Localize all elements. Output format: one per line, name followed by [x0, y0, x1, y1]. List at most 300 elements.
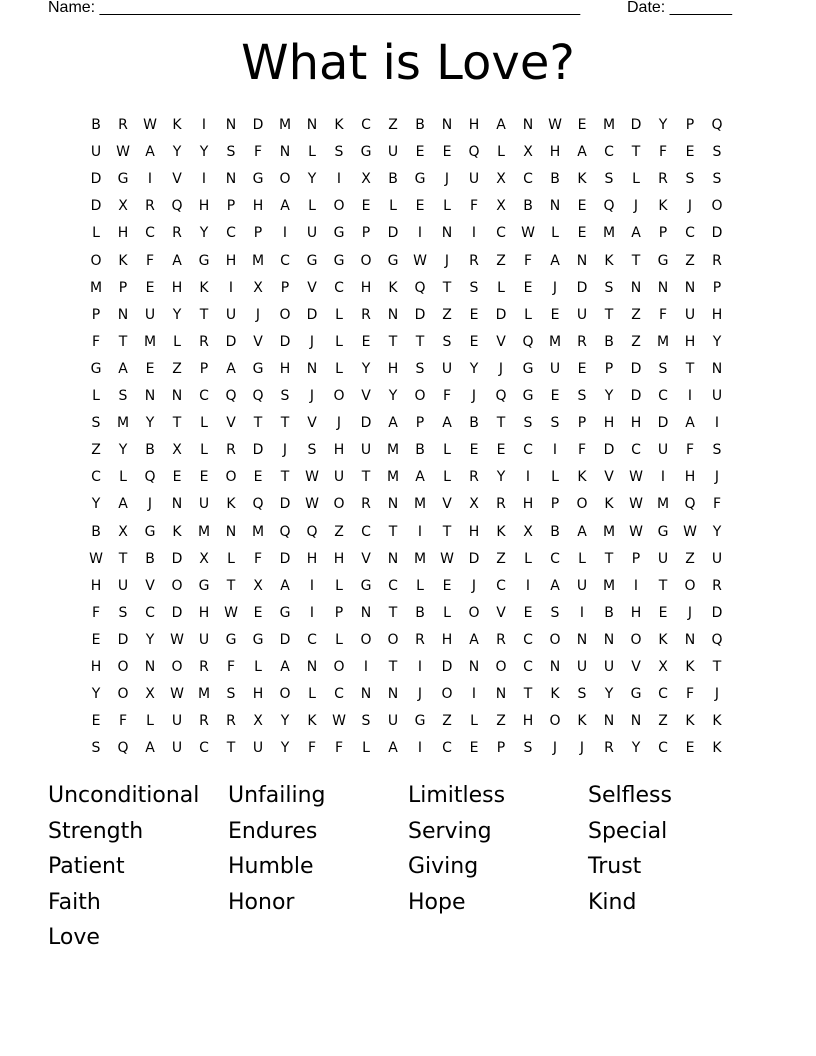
grid-letter: A — [442, 415, 452, 432]
grid-letter: L — [119, 469, 127, 486]
word-bank-item: Love — [48, 925, 100, 950]
grid-letter: Q — [252, 388, 264, 404]
grid-letter: V — [307, 415, 317, 432]
grid-letter: N — [306, 117, 318, 133]
grid-letter: O — [495, 659, 507, 675]
grid-letter: D — [711, 604, 723, 621]
grid-letter: D — [630, 388, 642, 404]
word-bank-item: Unconditional — [48, 783, 200, 808]
grid-letter: K — [577, 713, 587, 730]
grid-letter: C — [145, 604, 155, 621]
grid-letter: S — [712, 171, 722, 188]
grid-letter: P — [496, 740, 506, 757]
grid-letter: V — [226, 415, 236, 432]
grid-letter: K — [226, 496, 236, 513]
grid-letter: N — [711, 360, 723, 377]
grid-letter: Y — [307, 171, 317, 188]
grid-letter: O — [279, 686, 291, 703]
word-bank-item: Humble — [228, 854, 314, 879]
grid-letter: R — [118, 117, 128, 133]
grid-letter: F — [442, 388, 452, 404]
grid-letter: W — [170, 631, 184, 648]
grid-letter: R — [604, 740, 614, 757]
grid-letter: S — [91, 415, 101, 432]
grid-letter: C — [442, 740, 452, 757]
grid-letter: O — [387, 631, 399, 648]
grid-letter: E — [91, 713, 101, 730]
grid-letter: K — [685, 659, 695, 675]
grid-letter: Z — [658, 713, 668, 730]
grid-letter: K — [550, 686, 560, 703]
grid-letter: P — [91, 306, 101, 323]
grid-letter: J — [552, 740, 558, 757]
grid-letter: N — [549, 198, 561, 215]
grid-letter: H — [684, 469, 696, 486]
grid-letter: E — [172, 469, 182, 486]
grid-letter: N — [387, 686, 399, 703]
grid-letter: W — [89, 550, 103, 567]
grid-letter: M — [197, 686, 211, 703]
grid-letter: H — [252, 686, 264, 703]
grid-letter: L — [200, 415, 208, 432]
grid-letter: L — [335, 577, 343, 594]
grid-letter: H — [198, 198, 210, 215]
grid-letter: D — [90, 171, 102, 188]
grid-letter: H — [522, 713, 534, 730]
grid-letter: S — [604, 171, 614, 188]
grid-letter: Z — [334, 523, 344, 540]
grid-letter: I — [471, 686, 477, 703]
grid-letter: A — [118, 360, 128, 377]
grid-letter: M — [143, 333, 157, 350]
grid-letter: I — [417, 523, 423, 540]
grid-letter: F — [226, 659, 236, 675]
grid-letter: H — [468, 523, 480, 540]
grid-letter: X — [469, 496, 479, 513]
grid-letter: G — [252, 631, 264, 648]
grid-letter: C — [685, 225, 695, 242]
grid-letter: N — [603, 713, 615, 730]
grid-letter: M — [656, 333, 670, 350]
grid-letter: A — [145, 144, 155, 161]
grid-letter: N — [684, 279, 696, 296]
grid-letter: A — [172, 252, 182, 269]
grid-letter: L — [308, 198, 316, 215]
grid-letter: G — [90, 360, 102, 377]
word-bank-row — [48, 885, 788, 921]
grid-letter: N — [576, 631, 588, 648]
grid-letter: P — [253, 225, 263, 242]
grid-letter: N — [225, 523, 237, 540]
grid-letter: P — [118, 279, 128, 296]
grid-letter: K — [334, 117, 344, 133]
grid-letter: D — [279, 496, 291, 513]
grid-letter: I — [633, 577, 639, 594]
date-field-label[interactable]: Date: _______ — [627, 0, 732, 16]
grid-letter: E — [577, 117, 587, 133]
grid-letter: J — [417, 686, 423, 703]
grid-letter: X — [145, 686, 155, 703]
grid-letter: P — [658, 225, 668, 242]
grid-letter: X — [253, 279, 263, 296]
grid-letter: N — [468, 659, 480, 675]
grid-letter: S — [334, 144, 344, 161]
grid-letter: N — [630, 713, 642, 730]
grid-letter: J — [687, 604, 693, 621]
grid-letter: R — [199, 333, 209, 350]
grid-letter: Z — [631, 306, 641, 323]
grid-letter: W — [521, 225, 535, 242]
grid-letter: U — [90, 144, 102, 161]
grid-letter: B — [91, 117, 101, 133]
grid-letter: I — [714, 415, 720, 432]
grid-letter: O — [117, 659, 129, 675]
grid-letter: P — [334, 604, 344, 621]
grid-letter: E — [577, 360, 587, 377]
grid-letter: F — [523, 252, 533, 269]
grid-letter: U — [657, 442, 669, 459]
grid-letter: C — [361, 117, 371, 133]
grid-letter: X — [496, 198, 506, 215]
grid-letter: Y — [361, 360, 371, 377]
grid-letter: G — [333, 225, 345, 242]
grid-letter: Q — [711, 117, 723, 133]
grid-letter: R — [658, 171, 668, 188]
grid-letter: R — [199, 713, 209, 730]
grid-letter: S — [91, 740, 101, 757]
grid-letter: C — [145, 225, 155, 242]
grid-letter: J — [309, 333, 315, 350]
grid-letter: X — [253, 577, 263, 594]
grid-letter: A — [226, 360, 236, 377]
word-bank-row — [48, 778, 788, 814]
grid-letter: I — [525, 577, 531, 594]
grid-letter: M — [413, 550, 427, 567]
grid-letter: O — [468, 604, 480, 621]
grid-letter: U — [333, 469, 345, 486]
grid-letter: C — [523, 631, 533, 648]
grid-letter: E — [145, 279, 155, 296]
grid-letter: S — [280, 388, 290, 404]
grid-letter: Z — [685, 550, 695, 567]
grid-letter: A — [631, 225, 641, 242]
grid-letter: K — [685, 713, 695, 730]
grid-letter: D — [171, 604, 183, 621]
grid-letter: V — [496, 604, 506, 621]
grid-letter: T — [604, 306, 614, 323]
grid-letter: U — [225, 306, 237, 323]
grid-letter: E — [685, 144, 695, 161]
grid-letter: Y — [280, 713, 290, 730]
grid-letter: V — [172, 171, 182, 188]
grid-letter: D — [279, 631, 291, 648]
grid-letter: V — [604, 469, 614, 486]
grid-letter: T — [442, 523, 452, 540]
grid-letter: C — [280, 252, 290, 269]
grid-letter: Z — [442, 306, 452, 323]
grid-letter: Y — [172, 306, 182, 323]
word-bank-row — [48, 814, 788, 850]
grid-letter: I — [228, 279, 234, 296]
grid-letter: I — [201, 171, 207, 188]
grid-letter: Q — [252, 496, 264, 513]
grid-letter: J — [579, 740, 585, 757]
grid-letter: R — [361, 496, 371, 513]
grid-letter: N — [279, 144, 291, 161]
grid-letter: Y — [199, 144, 209, 161]
grid-letter: E — [577, 198, 587, 215]
grid-letter: H — [630, 415, 642, 432]
grid-letter: C — [334, 279, 344, 296]
grid-letter: T — [226, 740, 236, 757]
grid-letter: Y — [604, 686, 614, 703]
grid-letter: W — [116, 144, 130, 161]
grid-letter: J — [147, 496, 153, 513]
grid-letter: M — [602, 523, 616, 540]
grid-letter: H — [603, 415, 615, 432]
grid-letter: B — [550, 523, 560, 540]
grid-letter: Q — [495, 388, 507, 404]
grid-letter: O — [225, 469, 237, 486]
grid-letter: F — [253, 144, 263, 161]
grid-letter: N — [549, 659, 561, 675]
grid-letter: L — [443, 604, 451, 621]
grid-letter: L — [578, 550, 586, 567]
grid-letter: K — [496, 523, 506, 540]
grid-letter: P — [712, 279, 722, 296]
grid-letter: G — [198, 577, 210, 594]
grid-letter: N — [117, 306, 129, 323]
grid-letter: X — [172, 442, 182, 459]
grid-letter: E — [253, 604, 263, 621]
grid-letter: Q — [144, 469, 156, 486]
grid-letter: L — [308, 144, 316, 161]
grid-letter: U — [603, 659, 615, 675]
grid-letter: D — [279, 333, 291, 350]
grid-letter: X — [253, 713, 263, 730]
grid-letter: P — [415, 415, 425, 432]
grid-letter: Z — [496, 252, 506, 269]
grid-letter: Z — [685, 252, 695, 269]
grid-letter: U — [198, 496, 210, 513]
grid-letter: S — [604, 279, 614, 296]
grid-letter: C — [523, 442, 533, 459]
grid-letter: E — [442, 144, 452, 161]
grid-letter: S — [712, 442, 722, 459]
grid-letter: O — [279, 171, 291, 188]
grid-letter: G — [279, 604, 291, 621]
grid-letter: T — [523, 686, 533, 703]
grid-letter: I — [525, 469, 531, 486]
grid-letter: K — [172, 523, 182, 540]
grid-letter: N — [441, 225, 453, 242]
grid-letter: D — [171, 550, 183, 567]
grid-letter: O — [117, 686, 129, 703]
grid-letter: S — [118, 388, 128, 404]
grid-letter: U — [387, 713, 399, 730]
grid-letter: C — [334, 686, 344, 703]
grid-letter: R — [712, 577, 722, 594]
grid-letter: D — [414, 306, 426, 323]
grid-letter: Y — [658, 117, 668, 133]
grid-letter: J — [633, 198, 639, 215]
grid-letter: D — [252, 442, 264, 459]
grid-letter: B — [604, 604, 614, 621]
grid-letter: L — [443, 442, 451, 459]
word-bank-item: Kind — [588, 889, 637, 915]
grid-letter: F — [685, 442, 695, 459]
grid-letter: L — [524, 306, 532, 323]
grid-letter: C — [226, 225, 236, 242]
grid-letter: J — [282, 442, 288, 459]
grid-letter: N — [522, 117, 534, 133]
grid-letter: L — [416, 577, 424, 594]
grid-letter: O — [711, 198, 723, 215]
grid-letter: A — [577, 144, 587, 161]
grid-letter: F — [469, 198, 479, 215]
word-bank-item: Patient — [48, 854, 125, 879]
grid-letter: B — [415, 604, 425, 621]
grid-letter: H — [711, 306, 723, 323]
grid-letter: U — [711, 550, 723, 567]
grid-letter: P — [550, 496, 560, 513]
grid-letter: E — [145, 360, 155, 377]
grid-letter: J — [714, 469, 720, 486]
grid-letter: I — [579, 604, 585, 621]
grid-letter: O — [414, 388, 426, 404]
word-bank-item: Faith — [48, 889, 101, 915]
grid-letter: U — [360, 442, 372, 459]
word-bank-item: Strength — [48, 818, 144, 844]
grid-letter: B — [604, 333, 614, 350]
grid-letter: T — [658, 577, 668, 594]
grid-letter: O — [333, 496, 345, 513]
grid-letter: J — [552, 279, 558, 296]
name-field-label[interactable]: Name: ______________________________________________________ — [48, 0, 581, 16]
grid-letter: E — [469, 442, 479, 459]
grid-letter: W — [683, 523, 697, 540]
grid-letter: W — [629, 523, 643, 540]
grid-letter: T — [388, 523, 398, 540]
grid-letter: E — [415, 144, 425, 161]
grid-letter: I — [417, 659, 423, 675]
grid-letter: T — [388, 659, 398, 675]
grid-letter: D — [252, 117, 264, 133]
grid-letter: V — [307, 279, 317, 296]
word-bank-row — [48, 849, 788, 885]
grid-letter: K — [658, 198, 668, 215]
grid-letter: E — [361, 198, 371, 215]
grid-letter: P — [631, 550, 641, 567]
word-bank-item: Selfless — [588, 783, 672, 808]
grid-letter: K — [199, 279, 209, 296]
grid-letter: S — [226, 686, 236, 703]
grid-letter: H — [549, 144, 561, 161]
grid-letter: N — [171, 496, 183, 513]
grid-letter: G — [117, 171, 129, 188]
grid-letter: N — [360, 604, 372, 621]
grid-letter: C — [658, 686, 668, 703]
grid-letter: W — [548, 117, 562, 133]
grid-letter: O — [360, 252, 372, 269]
grid-letter: L — [551, 469, 559, 486]
word-bank-item: Giving — [408, 854, 479, 879]
grid-letter: A — [550, 252, 560, 269]
grid-letter: G — [657, 523, 669, 540]
grid-letter: D — [225, 333, 237, 350]
grid-letter: A — [280, 577, 290, 594]
grid-letter: H — [90, 577, 102, 594]
grid-letter: D — [90, 198, 102, 215]
grid-letter: G — [522, 388, 534, 404]
grid-letter: N — [225, 171, 237, 188]
grid-letter: L — [497, 279, 505, 296]
grid-letter: H — [441, 631, 453, 648]
grid-letter: C — [496, 577, 506, 594]
grid-letter: A — [496, 117, 506, 133]
grid-letter: A — [550, 577, 560, 594]
grid-letter: S — [712, 144, 722, 161]
grid-letter: X — [658, 659, 668, 675]
grid-letter: F — [658, 144, 668, 161]
grid-letter: T — [496, 415, 506, 432]
grid-letter: P — [577, 415, 587, 432]
grid-letter: Y — [604, 388, 614, 404]
grid-letter: I — [147, 171, 153, 188]
grid-letter: K — [172, 117, 182, 133]
word-bank-row — [48, 920, 788, 956]
grid-letter: T — [226, 577, 236, 594]
grid-letter: S — [361, 713, 371, 730]
grid-letter: E — [361, 333, 371, 350]
grid-letter: G — [360, 577, 372, 594]
grid-letter: Q — [279, 523, 291, 540]
grid-letter: A — [388, 740, 398, 757]
grid-letter: C — [631, 442, 641, 459]
grid-letter: S — [523, 415, 533, 432]
grid-letter: C — [604, 144, 614, 161]
grid-letter: I — [309, 577, 315, 594]
grid-letter: L — [497, 144, 505, 161]
grid-letter: T — [118, 333, 128, 350]
grid-letter: T — [388, 604, 398, 621]
grid-letter: Z — [442, 713, 452, 730]
grid-letter: T — [361, 469, 371, 486]
grid-letter: Z — [91, 442, 101, 459]
grid-letter: G — [225, 631, 237, 648]
grid-letter: S — [658, 360, 668, 377]
grid-letter: U — [576, 306, 588, 323]
grid-letter: T — [280, 415, 290, 432]
grid-letter: B — [145, 550, 155, 567]
grid-letter: R — [469, 469, 479, 486]
grid-letter: I — [417, 225, 423, 242]
grid-letter: Q — [522, 333, 534, 350]
grid-letter: J — [687, 198, 693, 215]
grid-letter: U — [441, 360, 453, 377]
grid-letter: B — [91, 523, 101, 540]
grid-letter: F — [118, 713, 128, 730]
grid-letter: S — [550, 415, 560, 432]
grid-letter: E — [523, 604, 533, 621]
grid-letter: C — [91, 469, 101, 486]
grid-letter: E — [199, 469, 209, 486]
grid-letter: L — [335, 306, 343, 323]
grid-letter: A — [469, 631, 479, 648]
grid-letter: R — [496, 496, 506, 513]
grid-letter: Q — [171, 198, 183, 215]
grid-letter: W — [170, 686, 184, 703]
